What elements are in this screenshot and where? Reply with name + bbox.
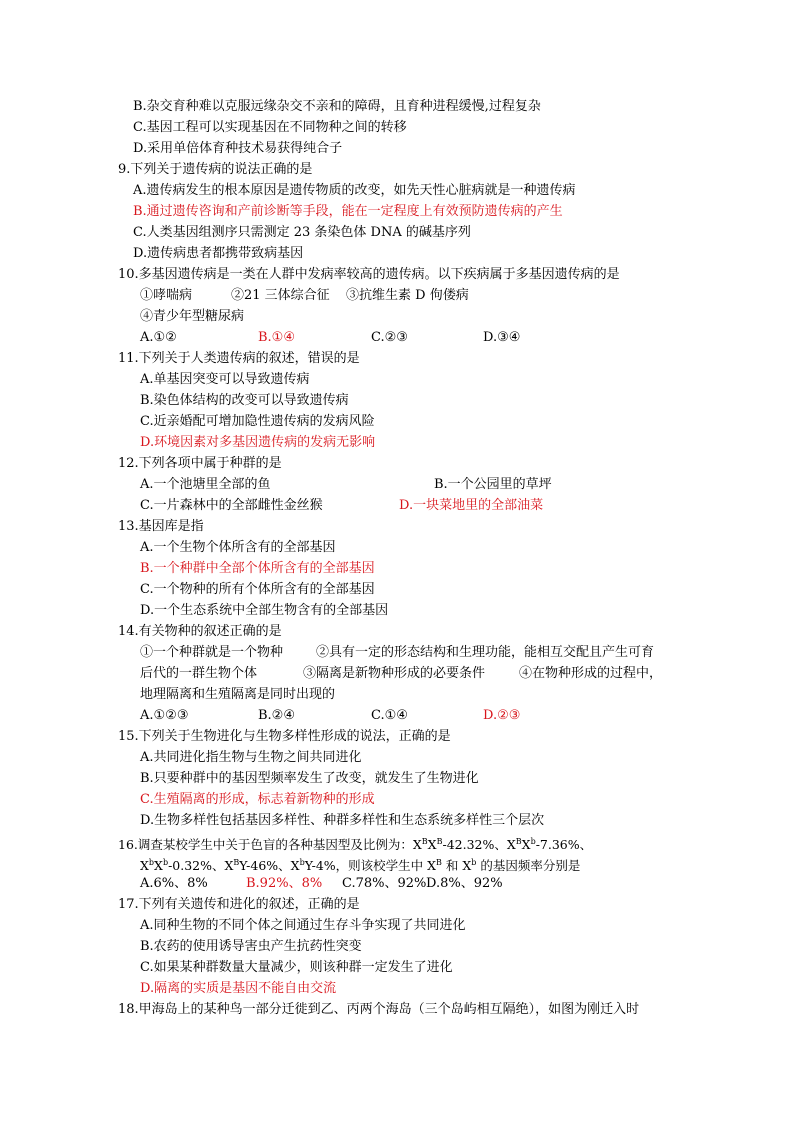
q14-option-d-answer: D.②③ xyxy=(483,708,521,723)
q12-stem: 12.下列各项中属于种群的是 xyxy=(118,456,282,471)
q16-option-a: A.6%、8% xyxy=(140,876,208,891)
q13-option-d: D.一个生态系统中全部生物含有的全部基因 xyxy=(140,603,389,618)
q11-option-a: A.单基因突变可以导致遗传病 xyxy=(140,372,310,387)
q13-option-b-answer: B.一个种群中全部个体所含有的全部基因 xyxy=(140,561,375,576)
q12-option-b: B.一个公园里的草坪 xyxy=(434,477,552,492)
q9-option-d: D.遗传病患者都携带致病基因 xyxy=(133,246,304,261)
q15-option-b: B.只要种群中的基因型频率发生了改变，就发生了生物进化 xyxy=(140,771,479,786)
q15-stem: 15.下列关于生物进化与生物多样性形成的说法，正确的是 xyxy=(118,729,451,744)
q16-stem-line-2: $X^bX^b-0.32\%$、$X^BY-46\%$、$X^bY-4\%$，则该校学生中 $X^B$ 和 $X^b$ 的基因频率分别是 xyxy=(140,858,581,874)
q9-option-a: A.遗传病发生的根本原因是遗传物质的改变，如先天性心脏病就是一种遗传病 xyxy=(133,183,576,198)
q16-option-c: C.78%、92% xyxy=(342,876,427,891)
q15-option-d: D.生物多样性包括基因多样性、种群多样性和生态系统多样性三个层次 xyxy=(140,813,545,828)
q12-option-a: A.一个池塘里全部的鱼 xyxy=(140,477,271,492)
q14-option-c: C.①④ xyxy=(371,708,408,723)
q14-statement-4-cont: 地理隔离和生殖隔离是同时出现的 xyxy=(140,687,336,702)
q8-option-d: D.采用单倍体育种技术易获得纯合子 xyxy=(133,141,343,156)
q14-option-b: B.②④ xyxy=(258,708,295,723)
q16-option-b-answer: B.92%、8% xyxy=(246,876,323,891)
q17-option-b: B.农药的使用诱导害虫产生抗药性突变 xyxy=(140,939,362,954)
q11-option-c: C.近亲婚配可增加隐性遗传病的发病风险 xyxy=(140,414,375,429)
q10-option-c: C.②③ xyxy=(371,330,408,345)
q17-option-c: C.如果某种群数量大量减少，则该种群一定发生了进化 xyxy=(140,960,453,975)
q13-stem: 13.基因库是指 xyxy=(118,519,204,534)
q13-option-c: C.一个物种的所有个体所含有的全部基因 xyxy=(140,582,375,597)
q9-option-b-answer: B.通过遗传咨询和产前诊断等手段，能在一定程度上有效预防遗传病的产生 xyxy=(133,204,563,219)
q12-option-c: C.一片森林中的全部雌性金丝猴 xyxy=(140,498,323,513)
q14-statement-2: ②具有一定的形态结构和生理功能，能相互交配且产生可育 xyxy=(316,645,655,660)
q8-option-b: B.杂交育种难以克服远缘杂交不亲和的障碍，且育种进程缓慢,过程复杂 xyxy=(133,99,541,114)
q17-option-a: A.同种生物的不同个体之间通过生存斗争实现了共同进化 xyxy=(140,918,466,933)
q14-statement-4: ④在物种形成的过程中， xyxy=(519,666,663,681)
q13-option-a: A.一个生物个体所含有的全部基因 xyxy=(140,540,336,555)
q16-option-d: D.8%、92% xyxy=(426,876,503,891)
q11-option-b: B.染色体结构的改变可以导致遗传病 xyxy=(140,393,349,408)
q14-statement-2-cont: 后代的一群生物个体 xyxy=(140,666,258,681)
q14-statement-3: ③隔离是新物种形成的必要条件 xyxy=(303,666,486,681)
q17-stem: 17.下列有关遗传和进化的叙述，正确的是 xyxy=(118,897,360,912)
q10-option-d: D.③④ xyxy=(483,330,521,345)
q14-option-a: A.①②③ xyxy=(140,708,189,723)
q14-statement-1: ①一个种群就是一个物种 xyxy=(140,645,284,660)
q18-stem: 18.甲海岛上的某种鸟一部分迁徙到乙、丙两个海岛（三个岛屿相互隔绝），如图为刚迁入时 xyxy=(118,1002,640,1017)
q8-option-c: C.基因工程可以实现基因在不同物种之间的转移 xyxy=(133,120,407,135)
q11-stem: 11.下列关于人类遗传病的叙述，错误的是 xyxy=(118,351,360,366)
q15-option-a: A.共同进化指生物与生物之间共同进化 xyxy=(140,750,362,765)
q10-item-3: ③抗维生素 D 佝偻病 xyxy=(346,288,469,303)
q10-stem: 10.多基因遗传病是一类在人群中发病率较高的遗传病。以下疾病属于多基因遗传病的是 xyxy=(118,267,620,282)
q10-option-b-answer: B.①④ xyxy=(258,330,295,345)
q15-option-c-answer: C.生殖隔离的形成，标志着新物种的形成 xyxy=(140,792,375,807)
q10-option-a: A.①② xyxy=(140,330,177,345)
q14-stem: 14.有关物种的叙述正确的是 xyxy=(118,624,282,639)
q11-option-d-answer: D.环境因素对多基因遗传病的发病无影响 xyxy=(140,435,376,450)
q10-item-2: ②21 三体综合征 xyxy=(231,288,330,303)
q10-item-1: ①哮喘病 xyxy=(140,288,193,303)
q12-option-d-answer: D.一块菜地里的全部油菜 xyxy=(399,498,544,513)
q10-item-4: ④青少年型糖尿病 xyxy=(140,309,245,324)
q9-stem: 9.下列关于遗传病的说法正确的是 xyxy=(118,162,313,177)
q16-stem-line-1: 16.调查某校学生中关于色盲的各种基因型及比例为：$X^BX^B-42.32\%$、$X^BX^b-7.36\%$、 xyxy=(118,837,593,853)
q17-option-d-answer: D.隔离的实质是基因不能自由交流 xyxy=(140,981,337,996)
q9-option-c: C.人类基因组测序只需测定 23 条染色体 DNA 的碱基序列 xyxy=(133,225,471,240)
